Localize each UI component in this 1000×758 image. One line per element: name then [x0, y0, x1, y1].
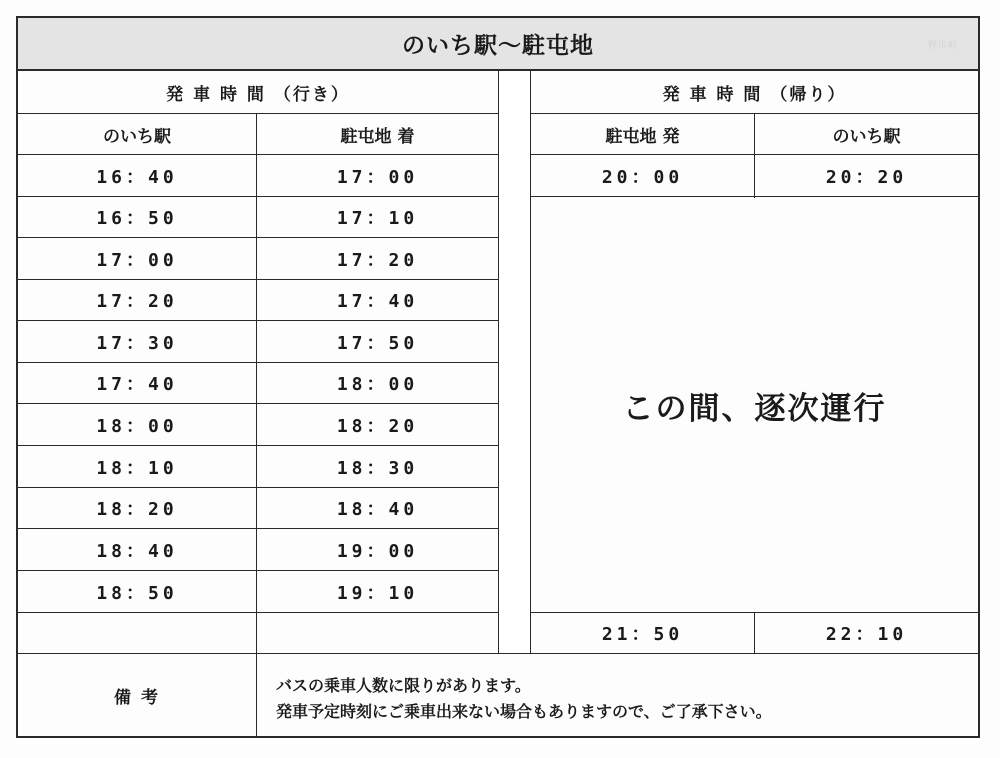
- remarks-line-2: 発車予定時刻にご乗車出来ない場合もありますので、ご了承下さい。: [276, 702, 772, 721]
- timetable-title-bar: [18, 18, 978, 71]
- outbound-depart-time: 18：00: [96, 415, 178, 437]
- outbound-arrive-time: 18：30: [336, 457, 419, 479]
- remarks-label: 備 考: [114, 687, 160, 708]
- outbound-depart-time: 17：20: [96, 291, 178, 312]
- outbound-arrive-time: 17：10: [336, 208, 419, 229]
- return-arrive-last: 22：10: [825, 624, 908, 645]
- outbound-rule: [18, 612, 499, 613]
- outbound-depart-time: 17：40: [96, 374, 178, 395]
- title-faint-mark: 野市町: [927, 41, 958, 51]
- outbound-arrive-time: 19：10: [336, 582, 419, 604]
- outbound-col-origin: のいち駅: [103, 126, 171, 147]
- outbound-arrive-time: 18：40: [336, 499, 419, 520]
- return-depart-last: 21：50: [601, 624, 684, 645]
- return-header: 発 車 時 間 （帰り）: [662, 85, 847, 105]
- outbound-depart-time: 16：40: [96, 166, 178, 188]
- outbound-depart-time: 17：00: [96, 249, 178, 271]
- outbound-arrive-time: 18：00: [336, 374, 419, 395]
- timetable-title: のいち駅～駐屯地: [402, 33, 594, 59]
- outbound-col-arrival: 駐屯地 着: [340, 126, 415, 147]
- outbound-arrive-time: 17：00: [336, 166, 419, 188]
- outbound-depart-time: 17：30: [96, 332, 178, 354]
- continuous-service-note: この間、逐次運行: [622, 390, 887, 427]
- outbound-arrive-time: 19：00: [336, 540, 419, 562]
- return-rule: [530, 196, 978, 197]
- outbound-depart-time: 18：10: [96, 457, 178, 479]
- remarks-text: [276, 673, 966, 725]
- outbound-header: 発 車 時 間 （行き）: [166, 85, 350, 105]
- outbound-depart-time: 18：40: [96, 540, 178, 562]
- outbound-arrive-time: 18：20: [336, 415, 419, 437]
- outbound-depart-time: 18：20: [96, 499, 178, 520]
- remarks-line-1: バスの乗車人数に限りがあります。: [276, 676, 531, 695]
- return-depart-first: 20：00: [601, 166, 684, 188]
- outbound-arrive-time: 17：50: [336, 332, 419, 354]
- return-col-origin: 駐屯地 発: [605, 126, 680, 147]
- outbound-depart-time: 18：50: [96, 582, 178, 604]
- return-arrive-first: 20：20: [825, 166, 908, 188]
- section-gap: [499, 71, 530, 654]
- outbound-depart-time: 16：50: [96, 208, 178, 229]
- return-col-arrival: のいち駅: [832, 126, 901, 147]
- outbound-arrive-time: 17：40: [336, 291, 419, 312]
- outbound-arrive-time: 17：20: [336, 249, 419, 271]
